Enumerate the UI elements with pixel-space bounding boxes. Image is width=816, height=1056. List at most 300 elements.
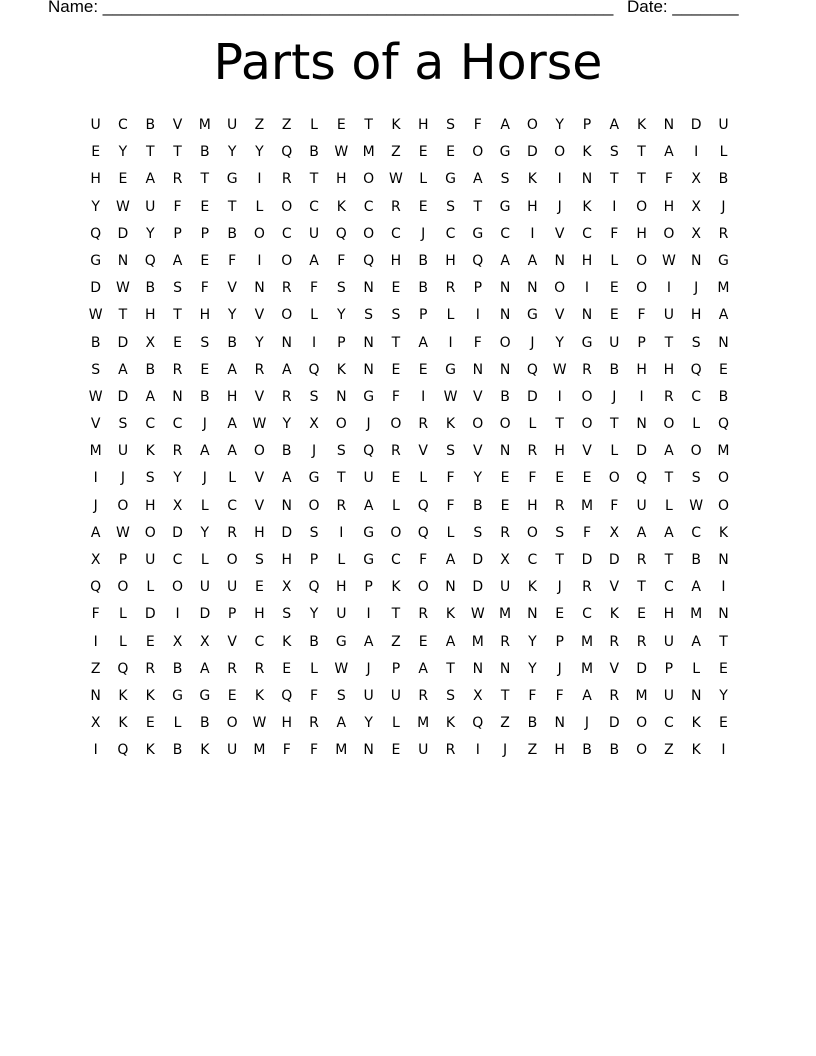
grid-letter: H — [226, 388, 238, 405]
grid-letter: E — [609, 307, 619, 324]
grid-letter: X — [309, 416, 319, 433]
grid-letter: A — [664, 443, 674, 460]
grid-letter: I — [257, 171, 262, 188]
grid-letter: D — [117, 334, 129, 351]
grid-letter: T — [473, 198, 483, 215]
grid-letter: R — [281, 388, 292, 405]
grid-letter: T — [173, 307, 182, 324]
grid-letter: T — [719, 633, 728, 650]
grid-letter: V — [254, 388, 265, 405]
grid-letter: H — [336, 171, 347, 188]
grid-letter: O — [636, 252, 648, 269]
grid-letter: I — [421, 388, 426, 405]
grid-letter: U — [418, 742, 429, 759]
grid-letter: G — [308, 470, 320, 487]
grid-letter: Z — [527, 742, 538, 759]
grid-letter: X — [609, 524, 620, 541]
grid-letter: G — [226, 171, 238, 188]
grid-letter: B — [172, 742, 183, 759]
grid-letter: E — [336, 117, 346, 133]
grid-letter: A — [281, 470, 292, 487]
grid-letter: E — [200, 198, 210, 215]
grid-letter: Z — [664, 742, 674, 759]
grid-letter: D — [172, 524, 183, 541]
grid-letter: N — [718, 334, 729, 351]
grid-letter: G — [199, 687, 211, 704]
grid-letter: B — [145, 361, 156, 378]
grid-letter: S — [309, 524, 319, 541]
grid-row — [82, 221, 737, 248]
grid-letter: U — [499, 579, 511, 596]
grid-letter: Q — [636, 470, 648, 487]
grid-letter: O — [526, 524, 538, 541]
grid-letter: P — [118, 552, 128, 568]
grid-letter: K — [445, 606, 456, 623]
grid-letter: B — [227, 225, 237, 242]
grid-letter: F — [664, 171, 673, 188]
grid-letter: C — [254, 633, 265, 650]
grid-letter: L — [692, 660, 701, 677]
grid-letter: I — [175, 606, 180, 623]
grid-letter: M — [717, 280, 730, 297]
grid-row — [82, 520, 737, 547]
grid-letter: E — [418, 198, 428, 215]
grid-letter: B — [200, 144, 210, 161]
grid-letter: X — [90, 552, 101, 568]
grid-letter: U — [308, 225, 320, 242]
grid-letter: N — [499, 361, 511, 378]
grid-letter: O — [472, 416, 484, 433]
grid-letter: B — [309, 144, 319, 161]
grid-letter: M — [717, 443, 730, 460]
grid-letter: O — [717, 497, 729, 514]
grid-letter: N — [172, 388, 183, 405]
grid-letter: G — [90, 252, 102, 269]
grid-letter: S — [446, 198, 455, 215]
grid-letter: K — [118, 715, 128, 732]
grid-letter: N — [554, 252, 565, 269]
grid-letter: Q — [363, 252, 375, 269]
grid-letter: K — [336, 198, 346, 215]
grid-letter: N — [554, 715, 565, 732]
grid-letter: U — [145, 198, 156, 215]
grid-letter: E — [200, 252, 210, 269]
grid-letter: H — [636, 361, 647, 378]
grid-letter: D — [472, 579, 484, 596]
grid-letter: H — [336, 579, 347, 596]
grid-letter: O — [636, 280, 648, 297]
grid-letter: H — [554, 742, 565, 759]
grid-letter: R — [227, 524, 237, 541]
grid-letter: D — [199, 606, 211, 623]
grid-row — [82, 438, 737, 465]
grid-letter: L — [719, 144, 728, 161]
grid-letter: J — [120, 470, 126, 487]
grid-letter: D — [690, 117, 702, 133]
grid-letter: Y — [91, 198, 100, 215]
grid-letter: R — [609, 687, 620, 704]
grid-letter: U — [199, 579, 210, 596]
grid-letter: D — [608, 552, 620, 568]
grid-letter: A — [445, 633, 456, 650]
grid-letter: L — [146, 579, 155, 596]
grid-letter: R — [636, 552, 647, 568]
grid-letter: F — [473, 117, 482, 133]
grid-letter: W — [689, 497, 704, 514]
grid-letter: M — [471, 633, 484, 650]
grid-letter: A — [200, 443, 210, 460]
grid-letter: N — [363, 742, 374, 759]
grid-letter: N — [718, 552, 729, 568]
grid-letter: F — [391, 388, 400, 405]
grid-letter: Q — [472, 252, 484, 269]
grid-letter: U — [390, 687, 402, 704]
grid-letter: B — [582, 742, 592, 759]
grid-letter: V — [554, 225, 565, 242]
grid-letter: D — [472, 552, 484, 568]
grid-letter: D — [608, 715, 620, 732]
grid-letter: L — [446, 307, 455, 324]
grid-letter: W — [552, 361, 567, 378]
grid-letter: P — [200, 225, 210, 242]
grid-letter: X — [473, 687, 483, 704]
grid-letter: H — [663, 606, 675, 623]
grid-letter: T — [500, 687, 510, 704]
grid-letter: R — [500, 633, 510, 650]
grid-letter: C — [691, 388, 702, 405]
grid-letter: J — [721, 198, 726, 215]
grid-letter: M — [580, 660, 594, 677]
grid-letter: M — [690, 606, 703, 623]
grid-letter: A — [527, 252, 538, 269]
grid-letter: Z — [391, 633, 401, 650]
grid-letter: D — [90, 280, 102, 297]
grid-letter: T — [145, 144, 155, 161]
grid-letter: E — [91, 144, 101, 161]
grid-letter: H — [690, 307, 702, 324]
grid-letter: W — [88, 307, 103, 324]
grid-letter: K — [691, 715, 701, 732]
grid-letter: Z — [254, 117, 265, 133]
grid-letter: A — [227, 443, 237, 460]
grid-letter: C — [363, 198, 374, 215]
grid-letter: O — [335, 416, 347, 433]
grid-letter: Q — [417, 524, 429, 541]
grid-letter: E — [282, 660, 292, 677]
grid-letter: K — [445, 715, 456, 732]
grid-letter: C — [391, 552, 401, 568]
grid-letter: C — [172, 552, 183, 568]
grid-letter: Y — [227, 307, 237, 324]
grid-row — [82, 465, 737, 492]
grid-letter: T — [200, 171, 210, 188]
grid-letter: M — [89, 443, 102, 460]
grid-letter: L — [119, 606, 127, 623]
grid-letter: R — [172, 171, 183, 188]
grid-row — [82, 302, 737, 329]
grid-letter: G — [172, 687, 183, 704]
grid-letter: L — [528, 416, 537, 433]
grid-letter: G — [445, 361, 456, 378]
grid-letter: M — [417, 715, 430, 732]
grid-letter: K — [145, 443, 155, 460]
grid-letter: R — [527, 443, 538, 460]
grid-letter: K — [200, 742, 210, 759]
grid-letter: L — [255, 198, 264, 215]
grid-letter: M — [499, 606, 512, 623]
grid-letter: N — [445, 579, 456, 596]
grid-letter: E — [418, 144, 428, 161]
grid-letter: A — [664, 144, 674, 161]
grid-letter: O — [253, 443, 265, 460]
grid-letter: F — [282, 742, 291, 759]
grid-letter: K — [145, 742, 155, 759]
grid-letter: B — [527, 715, 538, 732]
grid-letter: O — [226, 715, 238, 732]
grid-letter: F — [446, 497, 455, 514]
grid-letter: D — [581, 552, 593, 568]
grid-letter: P — [582, 117, 592, 133]
grid-letter: Z — [90, 660, 101, 677]
grid-letter: J — [557, 198, 562, 215]
grid-letter: H — [390, 252, 402, 269]
grid-letter: F — [309, 742, 319, 759]
grid-letter: M — [198, 117, 211, 133]
grid-letter: N — [363, 280, 374, 297]
grid-letter: X — [691, 171, 701, 188]
grid-row — [82, 330, 737, 357]
grid-letter: S — [254, 552, 264, 568]
grid-letter: U — [663, 633, 674, 650]
grid-letter: N — [663, 117, 675, 133]
grid-letter: G — [363, 388, 375, 405]
grid-letter: A — [636, 524, 647, 541]
grid-letter: U — [609, 334, 620, 351]
grid-letter: A — [363, 633, 374, 650]
grid-letter: U — [663, 307, 674, 324]
grid-letter: P — [555, 633, 564, 650]
grid-letter: R — [500, 524, 510, 541]
grid-letter: Q — [363, 443, 375, 460]
grid-letter: K — [254, 687, 265, 704]
grid-row — [82, 112, 737, 139]
grid-letter: L — [392, 497, 400, 514]
grid-letter: E — [391, 280, 401, 297]
grid-letter: O — [363, 171, 375, 188]
grid-letter: O — [472, 144, 484, 161]
grid-letter: I — [93, 742, 98, 759]
grid-letter: E — [555, 470, 565, 487]
grid-letter: J — [202, 470, 207, 487]
grid-letter: C — [391, 225, 401, 242]
grid-letter: U — [227, 742, 238, 759]
grid-letter: B — [145, 117, 156, 133]
grid-letter: X — [172, 633, 183, 650]
grid-letter: L — [692, 416, 701, 433]
grid-letter: E — [418, 361, 428, 378]
grid-letter: E — [418, 633, 428, 650]
grid-letter: V — [609, 579, 620, 596]
date-field-label: Date: _______ — [627, 0, 739, 16]
grid-letter: P — [637, 334, 646, 351]
grid-letter: N — [690, 252, 702, 269]
grid-row — [82, 737, 737, 764]
word-search-grid — [82, 112, 737, 765]
grid-letter: S — [145, 470, 155, 487]
grid-letter: F — [473, 334, 482, 351]
grid-row — [82, 275, 737, 302]
grid-letter: N — [527, 606, 538, 623]
grid-letter: E — [145, 715, 155, 732]
grid-letter: G — [581, 334, 593, 351]
grid-letter: G — [526, 307, 538, 324]
grid-letter: T — [664, 470, 674, 487]
grid-letter: N — [499, 660, 511, 677]
grid-letter: K — [282, 633, 292, 650]
grid-letter: F — [228, 252, 237, 269]
grid-letter: A — [227, 361, 237, 378]
grid-letter: N — [718, 606, 729, 623]
grid-letter: T — [391, 606, 401, 623]
grid-letter: N — [472, 660, 484, 677]
grid-letter: A — [473, 171, 483, 188]
grid-letter: J — [530, 334, 535, 351]
grid-letter: I — [311, 334, 317, 351]
grid-letter: Z — [281, 117, 292, 133]
grid-letter: U — [363, 687, 374, 704]
grid-row — [82, 601, 737, 628]
grid-letter: R — [172, 443, 183, 460]
grid-letter: D — [636, 443, 647, 460]
grid-letter: A — [281, 361, 292, 378]
grid-letter: N — [690, 687, 702, 704]
grid-letter: B — [418, 252, 429, 269]
grid-letter: E — [391, 742, 401, 759]
grid-letter: G — [363, 552, 375, 568]
grid-letter: Y — [118, 144, 128, 161]
grid-letter: R — [664, 388, 674, 405]
grid-letter: O — [499, 416, 511, 433]
grid-letter: N — [281, 334, 292, 351]
grid-letter: T — [610, 171, 619, 188]
grid-letter: B — [281, 443, 292, 460]
grid-letter: Z — [391, 144, 401, 161]
grid-letter: A — [227, 416, 237, 433]
grid-letter: H — [527, 497, 538, 514]
grid-letter: X — [200, 633, 210, 650]
grid-letter: C — [663, 579, 674, 596]
grid-letter: U — [336, 606, 347, 623]
grid-letter: E — [255, 579, 264, 596]
grid-letter: A — [718, 307, 729, 324]
grid-letter: O — [581, 416, 593, 433]
grid-letter: E — [582, 470, 592, 487]
grid-letter: K — [336, 361, 346, 378]
grid-letter: K — [718, 524, 729, 541]
grid-letter: L — [610, 443, 619, 460]
grid-letter: S — [691, 470, 701, 487]
grid-letter: F — [309, 280, 319, 297]
grid-letter: N — [527, 280, 538, 297]
grid-letter: T — [637, 144, 646, 161]
grid-letter: Y — [364, 715, 373, 732]
grid-letter: S — [473, 524, 483, 541]
grid-letter: N — [90, 687, 101, 704]
grid-letter: P — [173, 225, 182, 242]
grid-letter: S — [446, 687, 455, 704]
grid-letter: C — [500, 225, 510, 242]
grid-letter: I — [612, 198, 617, 215]
grid-letter: T — [309, 171, 319, 188]
grid-letter: B — [609, 361, 620, 378]
grid-letter: S — [446, 117, 455, 133]
grid-letter: H — [417, 117, 429, 133]
grid-letter: K — [118, 687, 128, 704]
grid-letter: S — [691, 334, 701, 351]
grid-letter: R — [336, 497, 347, 514]
grid-letter: S — [364, 307, 374, 324]
grid-row — [82, 683, 737, 710]
grid-letter: E — [555, 606, 565, 623]
grid-letter: I — [721, 579, 726, 596]
grid-letter: Y — [473, 470, 483, 487]
grid-letter: V — [254, 307, 265, 324]
grid-letter: U — [145, 552, 156, 568]
grid-letter: O — [663, 416, 675, 433]
grid-letter: L — [419, 470, 428, 487]
grid-letter: Q — [417, 497, 429, 514]
grid-letter: M — [580, 497, 594, 514]
grid-letter: R — [582, 579, 592, 596]
grid-letter: L — [664, 497, 673, 514]
grid-row — [82, 139, 737, 166]
grid-letter: F — [91, 606, 100, 623]
grid-letter: A — [445, 552, 456, 568]
grid-letter: R — [254, 361, 265, 378]
grid-letter: O — [226, 552, 238, 568]
grid-letter: A — [691, 579, 701, 596]
grid-letter: N — [499, 443, 511, 460]
grid-letter: L — [310, 117, 318, 133]
grid-letter: D — [527, 388, 538, 405]
grid-letter: E — [719, 660, 728, 677]
grid-letter: I — [339, 524, 344, 541]
grid-letter: R — [281, 171, 292, 188]
grid-letter: E — [200, 361, 210, 378]
grid-letter: N — [636, 416, 647, 433]
grid-letter: S — [391, 307, 401, 324]
grid-letter: I — [530, 225, 535, 242]
grid-letter: C — [172, 416, 183, 433]
grid-letter: F — [610, 225, 619, 242]
grid-letter: Q — [335, 225, 347, 242]
grid-letter: B — [418, 280, 429, 297]
grid-letter: F — [309, 687, 319, 704]
grid-letter: L — [200, 497, 209, 514]
grid-letter: N — [472, 361, 484, 378]
grid-row — [82, 194, 737, 221]
grid-letter: L — [446, 524, 455, 541]
grid-row — [82, 656, 737, 683]
grid-letter: E — [173, 334, 182, 351]
grid-letter: I — [93, 633, 98, 650]
grid-letter: O — [636, 715, 648, 732]
grid-letter: H — [254, 606, 265, 623]
grid-letter: W — [443, 388, 458, 405]
grid-letter: G — [472, 225, 484, 242]
grid-letter: M — [253, 742, 266, 759]
grid-letter: Y — [255, 144, 264, 161]
